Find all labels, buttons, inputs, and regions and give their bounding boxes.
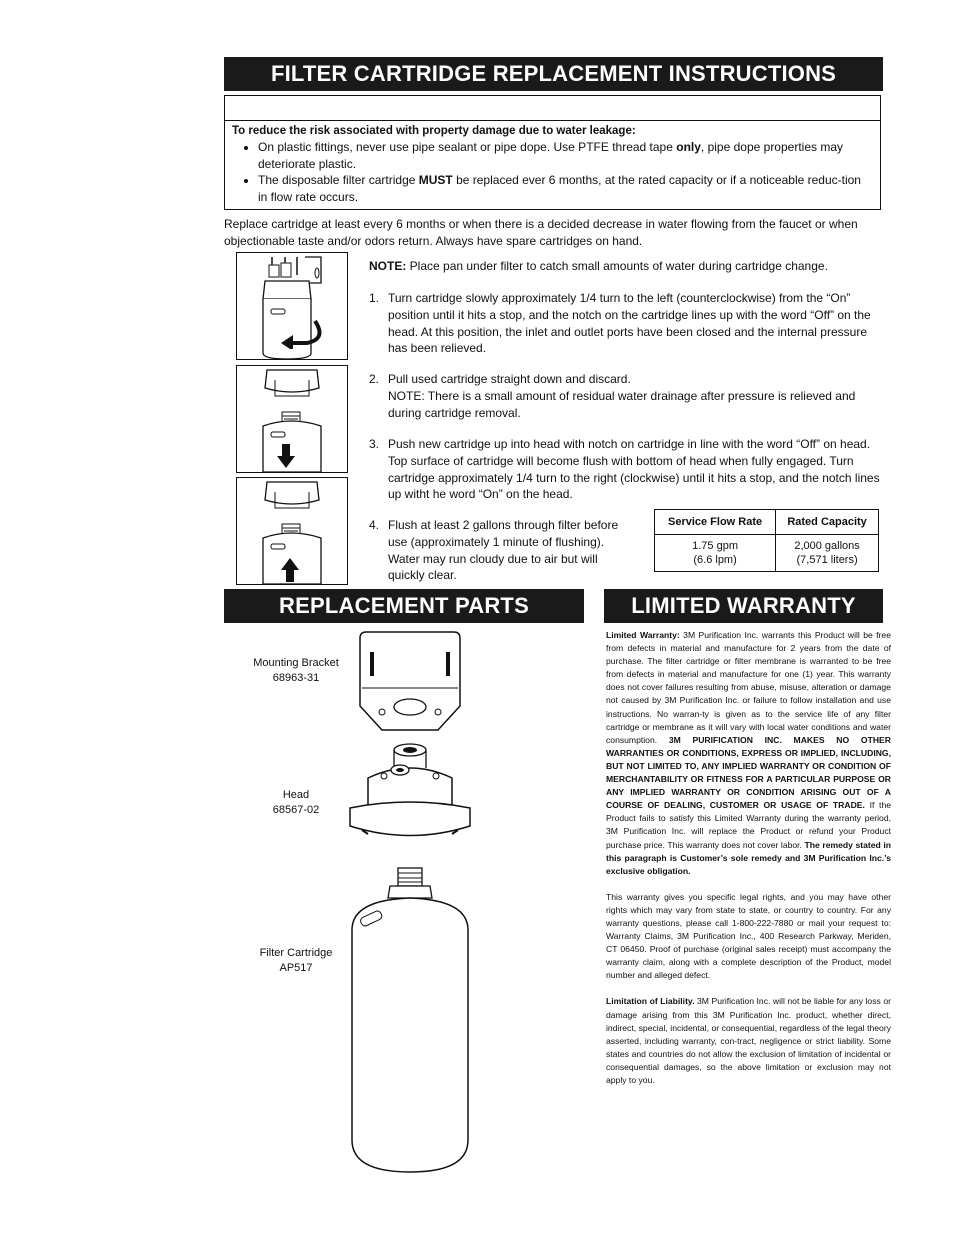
step-note: NOTE: There is a small amount of residual water drainage after pressure is relieved and during cartridge removal.	[388, 388, 856, 420]
warranty-text	[606, 629, 891, 1100]
filter-cartridge-label: Filter Cartridge AP517	[259, 947, 333, 974]
step-number: 1.	[369, 291, 380, 305]
caution-box	[224, 95, 881, 210]
warranty-paragraph-3: Limitation of Liability. 3M Purification Inc. will not be liable for any loss or damage arising from this 3M Purification Inc. product, whether direct, indirect, special, incidental, or consequential, regardless of the legal theory asserted, including warranty, con-tract, negligence or strict liability. Some states and countries do not allow the exclusion of limitation of incidental or consequential damages, so the above limitation or exclusion may not apply to you.	[606, 996, 891, 1085]
flow-rate-header: Service Flow Rate	[655, 510, 776, 535]
replacement-parts-title: REPLACEMENT PARTS	[224, 589, 584, 623]
step3-illustration	[236, 477, 348, 585]
caution-header-bar	[225, 96, 880, 121]
rotate-counterclockwise-arrow-icon	[277, 319, 325, 349]
step1-illustration	[236, 252, 348, 360]
head-label: Head 68567-02	[272, 789, 320, 816]
parts-exploded-illustration	[340, 630, 480, 1175]
step-4	[369, 517, 634, 584]
warranty-paragraph-1: Limited Warranty: 3M Purification Inc. warrants this Product will be free from defects in material and manufacture for 2 years from the date of purchase. The filter cartridge or filter membrane is warranted to be free from defects in material and manufacture for one (1) year. This warranty does not cover failures resulting from abuse, misuse, alteration or damage not caused by 3M Purification Inc. or failure to follow installation and use instructions. No warran-ty is given as to the service life of any filter cartridge or membrane as it will vary with local water conditions and water consumption. 3M PURIFICATION INC. MAKES NO OTHER WARRANTIES OR CONDITIONS, EXPRESS OR IMPLIED, INCLUDING, BUT NOT LIMITED TO, ANY IMPLIED WARRANTY OR CONDITION OF MERCHANTABILITY OR FITNESS FOR A PARTICULAR PURPOSE OR ANY IMPLIED WARRANTY OR CONDITION ARISING OUT OF A COURSE OF DEALING, CUSTOMER OR USAGE OF TRADE. If the Product fails to satisfy this Limited Warranty during the warranty period, 3M Purification Inc. will replace the Product or refund your Product purchase price. This warranty does not cover labor. The remedy stated in this paragraph is Customer’s sole remedy and 3M Purification Inc.’s exclusive obligation.	[606, 630, 892, 876]
step-3	[369, 436, 889, 503]
limited-warranty-title: LIMITED WARRANTY	[604, 589, 883, 623]
step-text: Flush at least 2 gallons through filter before use (approximately 1 minute of flushing). Water may run cloudy due to air but will quickly clear.	[388, 518, 619, 583]
step-number: 3.	[369, 437, 380, 451]
table-row	[655, 535, 879, 572]
step2-illustration	[236, 365, 348, 473]
step-1	[369, 290, 884, 357]
warranty-paragraph-2: This warranty gives you specific legal rights, and you may have other rights which may vary from state to state, or country to country. For any warranty questions, please call 1-800-222-7880 or mail your request to: Warranty Claims, 3M Purification Inc., 400 Research Parkway, Meriden, CT 06450. Proof of purchase (original sales receipt) must accompany the warranty claim, along with a complete description of the Product, model number and alleged defect.	[606, 891, 891, 981]
table-header-row	[655, 510, 879, 535]
capacity-header: Rated Capacity	[776, 510, 879, 535]
caution-list	[225, 139, 880, 205]
page-title: FILTER CARTRIDGE REPLACEMENT INSTRUCTIONS	[224, 57, 883, 91]
filter-cartridge-drawing	[352, 868, 468, 1172]
mounting-bracket-label: Mounting Bracket 68963-31	[253, 657, 339, 684]
head-drawing	[350, 744, 470, 836]
step-text: Pull used cartridge straight down and discard.	[388, 372, 631, 386]
step-number: 2.	[369, 372, 380, 386]
step-2	[369, 371, 884, 421]
capacity-value: 2,000 gallons (7,571 liters)	[776, 535, 879, 572]
intro-paragraph: Replace cartridge at least every 6 months or when there is a decided decrease in water flowing from the faucet or when objectionable taste and/or odors return. Always have spare cartridges on hand.	[224, 217, 858, 248]
step-number: 4.	[369, 518, 380, 532]
flow-rate-value: 1.75 gpm (6.6 lpm)	[655, 535, 776, 572]
rating-table	[654, 509, 879, 572]
up-arrow-icon	[281, 558, 299, 582]
step-text: Push new cartridge up into head with notch on cartridge in line with the word “Off” on head. Top surface of cartridge will become flush with bottom of head when fully engaged. Turn cartridge approximately 1/4 turn to the right (clockwise) until it hits a stop, and the notch lines up witht he word “On” on the head.	[388, 437, 880, 502]
down-arrow-icon	[277, 444, 295, 468]
caution-item-replace: • The disposable filter cartridge MUST be replaced ever 6 months, at the rated capacity or if a noticeable reduc-tion in flow rate occurs.	[258, 172, 880, 205]
step-text: Turn cartridge slowly approximately 1/4 turn to the left (counterclockwise) from the “On” position until it hits a stop, and the notch on the cartridge lines up with the word “Off” on the head. At this position, the inlet and outlet ports have been closed and the internal pressure has been relieved.	[388, 291, 871, 356]
caution-item-sealant: • On plastic fittings, never use pipe sealant or pipe dope. Use PTFE thread tape only, pipe dope properties may deteriorate plastic.	[258, 139, 880, 172]
caution-lead: To reduce the risk associated with property damage due to water leakage:	[232, 125, 636, 137]
mounting-bracket-drawing	[360, 632, 460, 730]
note-text: NOTE: Place pan under filter to catch small amounts of water during cartridge change.	[369, 259, 828, 273]
